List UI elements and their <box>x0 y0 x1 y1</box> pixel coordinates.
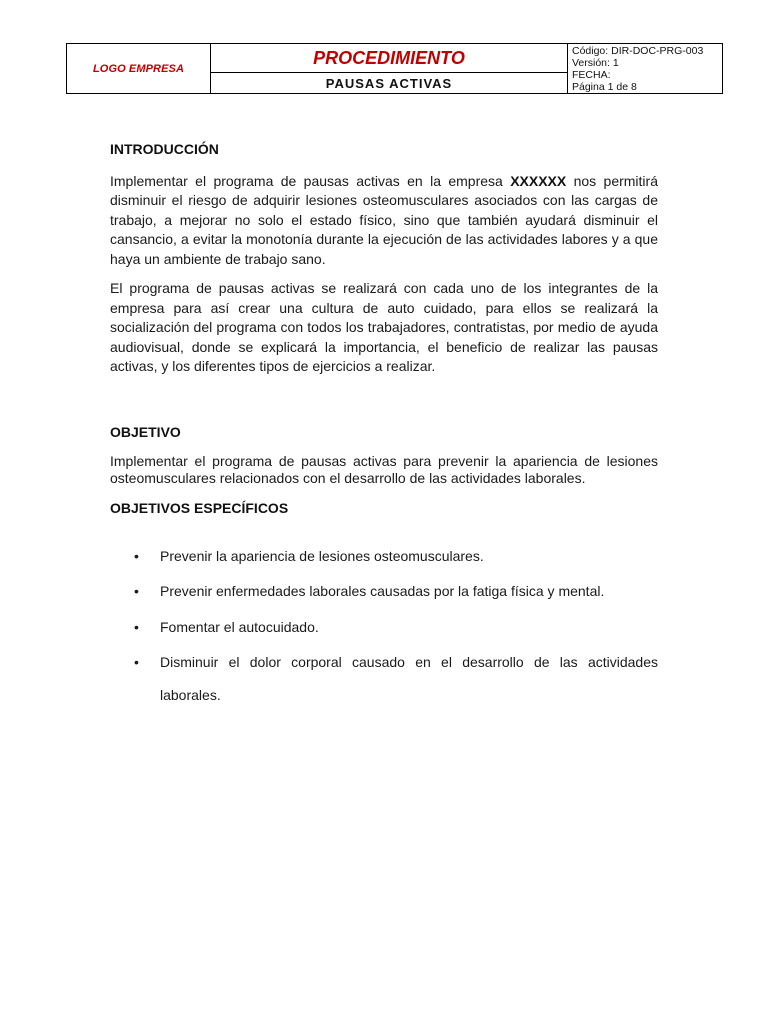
header-center <box>211 44 568 93</box>
list-item <box>110 653 658 719</box>
company-name-placeholder: XXXXXX <box>510 172 567 189</box>
specific-objectives-list <box>110 547 658 720</box>
objective-heading: OBJETIVO <box>110 423 181 440</box>
intro-p1-end: nos permitirá disminuir el riesgo de adquirir lesiones osteomusculares asociados con las cargas de trabajo, a mejorar no solo el estado físico, sino que también ayudará disminuir el cansancio, a evitar la monotonía durante la ejecución de las actividades labores y a que haya un ambiente de trabajo sano. <box>110 172 658 267</box>
bullet-icon: • <box>134 618 139 635</box>
document-metadata <box>568 44 722 93</box>
list-item-text: Disminuir el dolor corporal causado en el desarrollo de las actividades laborales. <box>160 654 658 703</box>
bullet-icon: • <box>134 583 139 599</box>
list-item <box>110 618 658 638</box>
list-item-text: Fomentar el autocuidado. <box>160 618 319 635</box>
company-logo-placeholder: LOGO EMPRESA <box>67 44 211 93</box>
list-item-text: Prevenir enfermedades laborales causadas por la fatiga física y mental. <box>160 583 605 599</box>
intro-paragraph-2: El programa de pausas activas se realizará con cada uno de los integrantes de la empresa para así crear una cultura de auto cuidado, para ellos se realizará la socialización del programa con todos los trabajadores, contratistas, por medio de ayuda audiovisual, donde se explicará la importancia, el beneficio de realizar las pausas activas, y los diferentes tipos de ejercicios a realizar. <box>110 280 658 374</box>
document-subtitle: PAUSAS ACTIVAS <box>325 75 453 91</box>
list-item <box>110 582 658 602</box>
objective-paragraph: Implementar el programa de pausas activas para prevenir la apariencia de lesiones osteomusculares relacionados con el desarrollo de las actividades laborales. <box>110 453 658 486</box>
intro-p1-start: Implementar el programa de pausas activas en la empresa <box>110 172 511 189</box>
intro-heading: INTRODUCCIÓN <box>110 141 219 157</box>
document-code: Código: DIR-DOC-PRG-003 <box>572 44 704 57</box>
bullet-icon: • <box>134 654 139 670</box>
document-title: PROCEDIMIENTO <box>211 44 567 73</box>
document-date: FECHA: <box>572 68 611 81</box>
bullet-icon: • <box>134 547 139 564</box>
document-body <box>110 140 658 719</box>
document-header <box>66 43 723 94</box>
page-number: Página 1 de 8 <box>572 80 637 93</box>
intro-paragraph-1 <box>110 172 658 270</box>
specific-objectives-heading: OBJETIVOS ESPECÍFICOS <box>110 500 289 516</box>
list-item <box>110 547 658 567</box>
document-version: Versión: 1 <box>572 56 619 69</box>
list-item-text: Prevenir la apariencia de lesiones osteomusculares. <box>160 547 484 564</box>
